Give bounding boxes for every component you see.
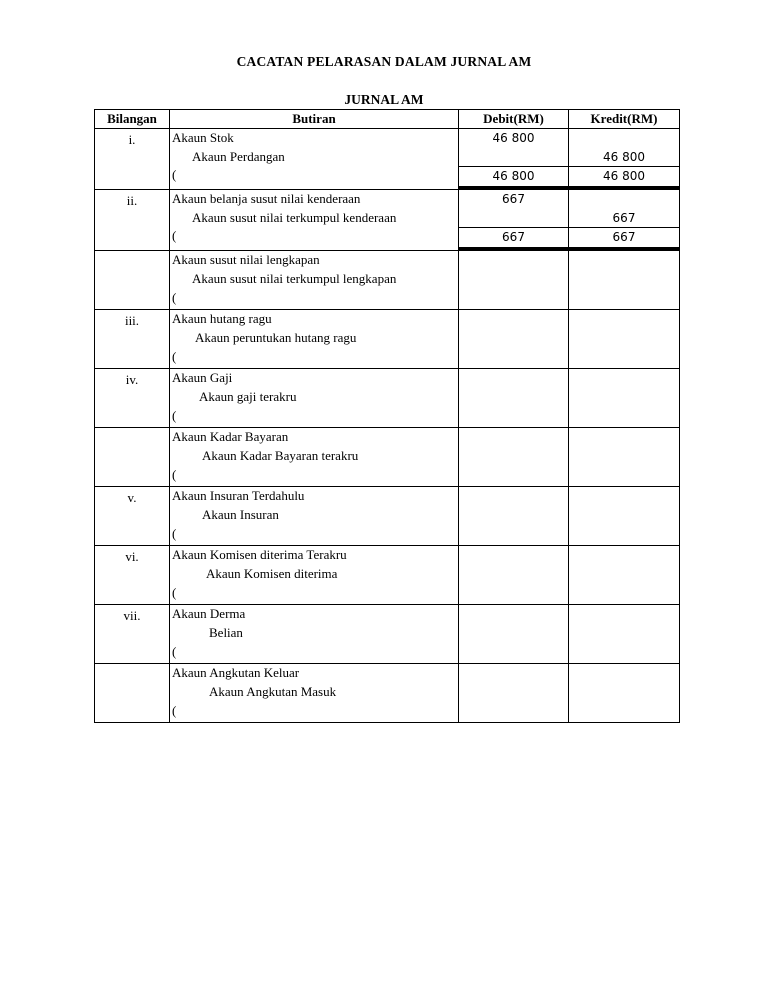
- document-title: CACATAN PELARASAN DALAM JURNAL AM: [236, 54, 532, 69]
- row-kredit: [569, 428, 680, 487]
- row-butiran: [170, 310, 459, 369]
- row-debit: [459, 605, 569, 664]
- row-debit: [459, 487, 569, 546]
- row-debit: [459, 546, 569, 605]
- table-header-row: [95, 110, 680, 129]
- row-kredit: [569, 129, 680, 190]
- table-row: [95, 605, 680, 664]
- row-butiran: [170, 428, 459, 487]
- row-butiran: [170, 251, 459, 310]
- narration: (: [172, 584, 177, 600]
- debit-account: Akaun Derma: [172, 606, 246, 622]
- credit-account: Akaun Kadar Bayaran terakru: [202, 447, 359, 463]
- journal-table: [94, 109, 680, 723]
- credit-account: Belian: [209, 624, 243, 640]
- debit-account: Akaun Kadar Bayaran: [172, 429, 289, 445]
- debit-account: Akaun Gaji: [172, 370, 233, 386]
- debit-account: Akaun hutang ragu: [172, 311, 272, 327]
- credit-account: Akaun peruntukan hutang ragu: [195, 329, 357, 345]
- row-kredit: [569, 190, 680, 251]
- credit-amount: 667: [612, 210, 636, 225]
- table-row: [95, 369, 680, 428]
- row-debit: [459, 369, 569, 428]
- row-debit: [459, 310, 569, 369]
- header-butiran: Butiran: [170, 110, 459, 129]
- row-butiran: [170, 487, 459, 546]
- header-kredit: Kredit(RM): [569, 110, 680, 129]
- credit-account: Akaun Perdangan: [192, 148, 285, 164]
- narration: (: [172, 289, 177, 305]
- debit-amount: 667: [502, 192, 525, 207]
- row-number: ii.: [95, 190, 170, 251]
- narration: (: [172, 348, 177, 364]
- credit-account: Akaun susut nilai terkumpul kenderaan: [192, 209, 397, 225]
- debit-account: Akaun belanja susut nilai kenderaan: [172, 191, 361, 207]
- table-row: [95, 487, 680, 546]
- narration: (: [172, 466, 177, 482]
- row-number: vi.: [95, 546, 170, 605]
- credit-account: Akaun susut nilai terkumpul lengkapan: [192, 270, 397, 286]
- debit-amount: 46 800: [492, 131, 535, 145]
- narration: (: [172, 643, 177, 659]
- row-kredit: [569, 310, 680, 369]
- row-debit: [459, 251, 569, 310]
- row-debit: [459, 428, 569, 487]
- journal-subtitle: JURNAL AM: [344, 92, 424, 107]
- debit-account: Akaun Komisen diterima Terakru: [172, 547, 347, 563]
- narration: (: [172, 525, 177, 541]
- row-number: vii.: [95, 605, 170, 664]
- credit-account: Akaun Komisen diterima: [206, 565, 338, 581]
- narration: (: [172, 407, 177, 423]
- row-butiran: [170, 369, 459, 428]
- debit-account: Akaun Insuran Terdahulu: [172, 488, 305, 504]
- row-number: i.: [95, 129, 170, 190]
- row-number: [95, 428, 170, 487]
- table-row: [95, 310, 680, 369]
- table-row: [95, 251, 680, 310]
- row-number: [95, 664, 170, 723]
- debit-account: Akaun Stok: [172, 130, 234, 145]
- row-butiran: [170, 605, 459, 664]
- table-row: [95, 190, 680, 251]
- row-butiran: [170, 190, 459, 251]
- header-bilangan: Bilangan: [95, 110, 170, 129]
- row-butiran: [170, 664, 459, 723]
- debit-total: 46 800: [459, 166, 568, 189]
- credit-account: Akaun Angkutan Masuk: [209, 683, 337, 699]
- narration: (: [172, 228, 177, 244]
- row-kredit: [569, 546, 680, 605]
- row-debit: [459, 129, 569, 190]
- row-kredit: [569, 369, 680, 428]
- row-butiran: [170, 546, 459, 605]
- row-debit: [459, 190, 569, 251]
- row-butiran: [170, 129, 459, 190]
- narration: (: [172, 702, 177, 718]
- credit-total: 667: [569, 227, 679, 250]
- credit-account: Akaun gaji terakru: [199, 388, 297, 404]
- table-row: [95, 664, 680, 723]
- narration: (: [172, 167, 177, 183]
- row-number: [95, 251, 170, 310]
- debit-account: Akaun Angkutan Keluar: [172, 665, 300, 681]
- table-row: [95, 129, 680, 190]
- table-row: [95, 428, 680, 487]
- debit-account: Akaun susut nilai lengkapan: [172, 252, 320, 268]
- row-number: v.: [95, 487, 170, 546]
- credit-amount: 46 800: [603, 149, 645, 164]
- debit-total: 667: [459, 227, 568, 250]
- row-number: iii.: [95, 310, 170, 369]
- row-kredit: [569, 605, 680, 664]
- credit-total: 46 800: [569, 166, 679, 189]
- row-kredit: [569, 487, 680, 546]
- table-row: [95, 546, 680, 605]
- header-debit: Debit(RM): [459, 110, 569, 129]
- row-kredit: [569, 664, 680, 723]
- credit-account: Akaun Insuran: [202, 506, 279, 522]
- row-number: iv.: [95, 369, 170, 428]
- row-kredit: [569, 251, 680, 310]
- row-debit: [459, 664, 569, 723]
